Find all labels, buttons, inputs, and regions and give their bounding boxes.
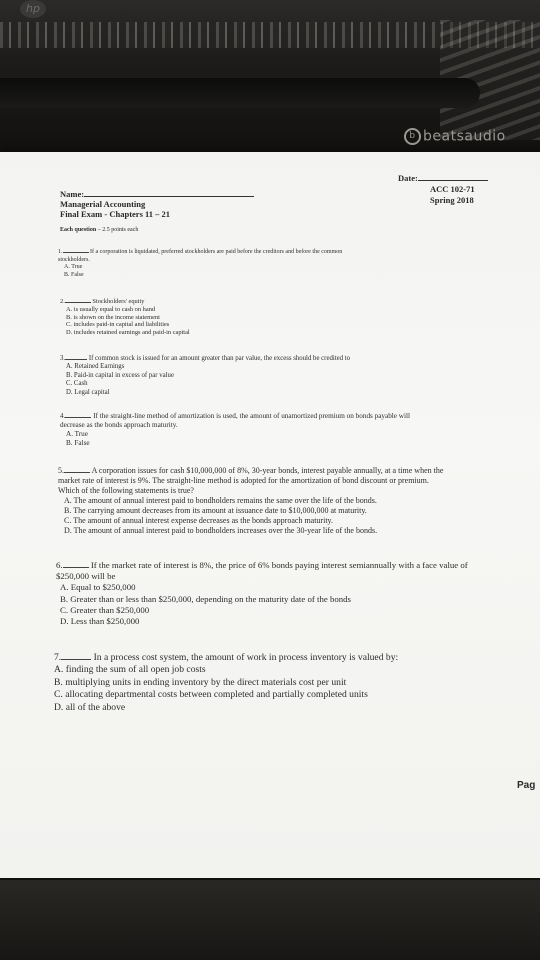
question-text-line: stockholders. (58, 256, 90, 263)
answer-blank (64, 466, 90, 473)
question-2 (60, 296, 190, 337)
answer-options (60, 582, 468, 627)
question-number: 5. (58, 466, 64, 475)
question-6 (56, 560, 468, 627)
question-stem (56, 560, 468, 571)
answer-option: B. Greater than or less than $250,000, depending on the maturity date of the bonds (60, 593, 351, 604)
answer-blank (63, 561, 89, 568)
desk-surface (0, 880, 540, 960)
header-left (60, 188, 254, 219)
answer-blank (65, 353, 87, 360)
question-3 (60, 353, 350, 397)
answer-options (64, 264, 342, 279)
answer-option: C. Greater than $250,000 (60, 604, 150, 615)
date-row (398, 172, 488, 184)
answer-option: A. finding the sum of all open job costs (54, 664, 206, 676)
answer-option: B. Paid-in capital in excess of par value (66, 371, 174, 379)
answer-option: D. includes retained earnings and paid-in capital (66, 329, 190, 337)
answer-options (66, 430, 410, 448)
date-line (418, 172, 488, 181)
answer-option: A. Retained Earnings (66, 363, 125, 371)
name-row (60, 188, 254, 199)
question-stem (60, 353, 350, 363)
answer-option: A. True (64, 264, 83, 271)
question-text-line: market rate of interest is 9%. The straight-line method is adopted for the amortization of bond discount or premium. (58, 476, 429, 485)
question-stem (58, 246, 342, 257)
question-number: 6. (56, 560, 63, 570)
question-text-line: A corporation issues for cash $10,000,000 of 8%, 30-year bonds, interest payable annually, at a time when the (91, 466, 444, 475)
question-text-line: Stockholders' equity (92, 298, 145, 305)
answer-option: A. True (66, 430, 88, 438)
answer-option: A. The amount of annual interest paid to bondholders remains the same over the life of the bonds. (64, 496, 377, 505)
course-code: ACC 102-71 (430, 184, 475, 194)
answer-options (66, 363, 350, 397)
question-text-line: If common stock is issued for an amount greater than par value, the excess should be credited to (88, 355, 351, 362)
question-text-line: $250,000 will be (56, 571, 116, 582)
answer-blank (63, 246, 89, 253)
beats-b-icon: b (404, 128, 421, 145)
question-text-line: If the straight-line method of amortization is used, the amount of unamortized premium on bonds payable will (93, 412, 410, 420)
page-number-label: Pag (517, 780, 536, 791)
question-stem (60, 296, 190, 306)
question-number: 7. (54, 652, 62, 663)
question-number: 3. (60, 355, 66, 362)
answer-blank (65, 296, 91, 303)
question-number: 4. (60, 412, 66, 420)
answer-option: D. Legal capital (66, 388, 110, 396)
answer-option: D. The amount of annual interest paid to bondholders increases over the 30-year life of the bonds. (64, 526, 378, 535)
answer-option: D. Less than $250,000 (60, 616, 140, 627)
answer-option: B. multiplying units in ending inventory by the direct materials cost per unit (54, 676, 347, 688)
course-title: Managerial Accounting (60, 199, 146, 209)
beats-audio-logo (404, 128, 506, 145)
answer-option: B. The carrying amount decreases from its amount at issuance date to $10,000,000 at maturity. (64, 506, 367, 515)
name-label: Name: (60, 189, 85, 199)
answer-option: C. allocating departmental costs between completed and partially completed units (54, 689, 368, 701)
question-text-line: decrease as the bonds approach maturity. (60, 421, 178, 429)
question-stem (60, 411, 410, 421)
answer-options (64, 496, 443, 536)
question-7 (54, 652, 398, 714)
question-text-line: If a corporation is liquidated, preferred stockholders are paid before the creditors and before the common (90, 249, 343, 255)
answer-option: B. False (64, 271, 84, 278)
question-number: 2. (60, 298, 65, 305)
question-stem (58, 466, 443, 476)
answer-options (54, 664, 398, 714)
answer-blank (61, 653, 91, 660)
course-term: Spring 2018 (430, 195, 474, 205)
answer-option: A. Equal to $250,000 (60, 582, 136, 593)
date-label: Date: (398, 173, 418, 183)
hp-logo: hp (20, 0, 46, 18)
beats-audio-wordmark: beatsaudio (423, 128, 506, 145)
instructions-rest: – 2.5 points each (96, 227, 139, 233)
exam-instructions (60, 227, 138, 233)
question-5 (58, 466, 443, 536)
answer-option: A. is usually equal to cash on hand (66, 305, 156, 313)
answer-options (66, 306, 190, 337)
instructions-bold: Each question (60, 227, 97, 233)
answer-option: B. False (66, 439, 90, 447)
exam-paper (0, 152, 540, 878)
answer-option: D. all of the above (54, 701, 126, 713)
question-text-line: If the market rate of interest is 8%, the price of 6% bonds paying interest semiannually with a face value of (90, 560, 468, 570)
answer-option: C. Cash (66, 380, 88, 388)
question-1 (58, 246, 342, 279)
question-4 (60, 411, 410, 448)
question-text-line: In a process cost system, the amount of work in process inventory is valued by: (93, 652, 399, 663)
question-number: 1. (58, 249, 63, 255)
answer-blank (65, 411, 91, 418)
answer-option: C. The amount of annual interest expense decreases as the bonds approach maturity. (64, 516, 334, 525)
question-stem (54, 652, 398, 664)
question-text-line: Which of the following statements is true? (58, 486, 194, 495)
printer-paper-slot (0, 78, 480, 108)
answer-option: B. is shown on the income statement (66, 313, 160, 321)
name-line (84, 188, 254, 197)
answer-option: C. includes paid-in capital and liabilities (66, 321, 170, 329)
header-right (398, 172, 488, 206)
exam-title: Final Exam - Chapters 11 – 21 (60, 209, 171, 219)
